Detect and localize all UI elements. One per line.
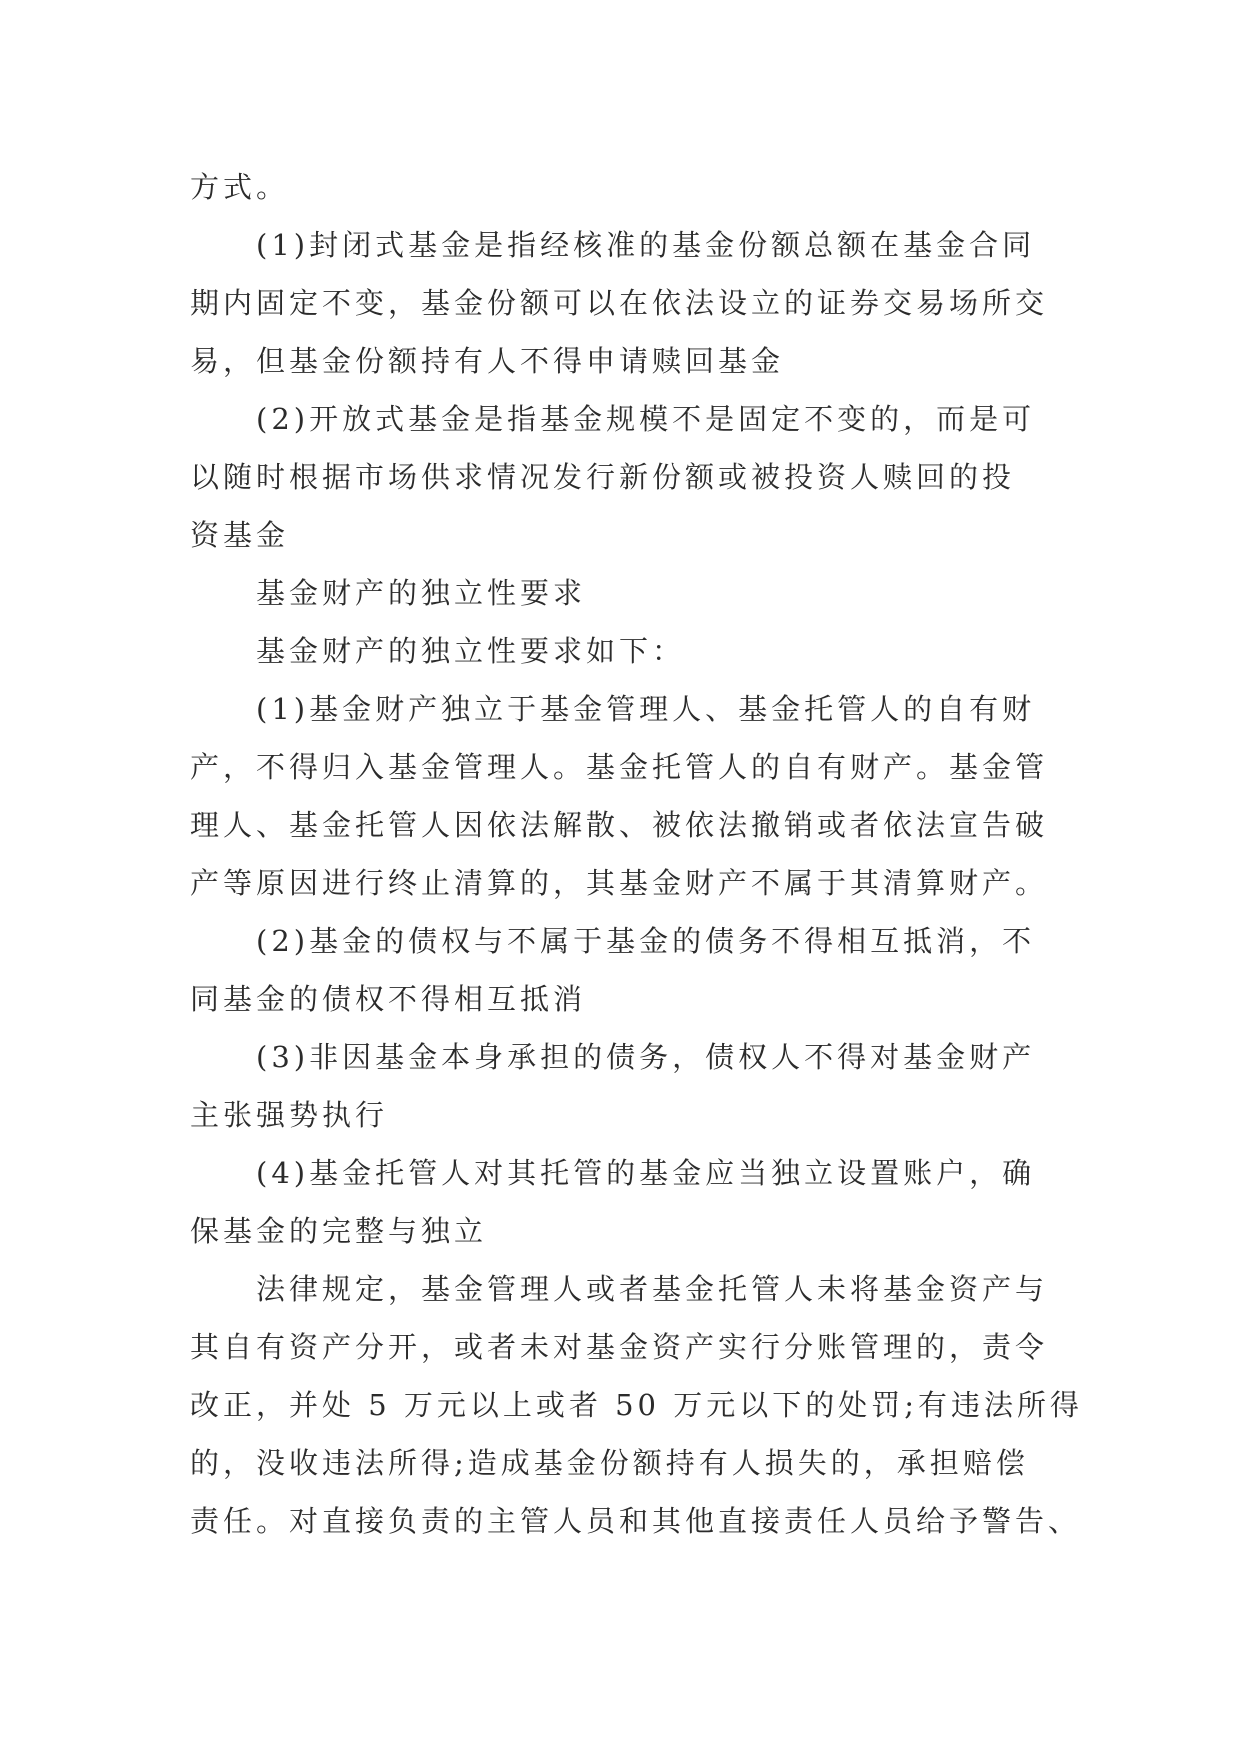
text-line: (2)开放式基金是指基金规模不是固定不变的，而是可: [256, 402, 1036, 436]
text-line: 产等原因进行终止清算的，其基金财产不属于其清算财产。: [190, 866, 1049, 900]
text-line: 理人、基金托管人因依法解散、被依法撤销或者依法宣告破: [190, 808, 1049, 842]
text-line: 法律规定，基金管理人或者基金托管人未将基金资产与: [256, 1272, 1049, 1306]
text-line: 产，不得归入基金管理人。基金托管人的自有财产。基金管: [190, 750, 1049, 784]
text-line: 主张强势执行: [190, 1098, 389, 1132]
text-line: (4)基金托管人对其托管的基金应当独立设置账户，确: [256, 1156, 1036, 1190]
text-line: (3)非因基金本身承担的债务，债权人不得对基金财产: [256, 1040, 1036, 1074]
text-line: 的，没收违法所得;造成基金份额持有人损失的，承担赔偿: [190, 1446, 1029, 1480]
text-line: 同基金的债权不得相互抵消: [190, 982, 587, 1016]
text-line: 资基金: [190, 518, 290, 552]
text-line: 基金财产的独立性要求如下：: [256, 634, 686, 668]
text-line: 以随时根据市场供求情况发行新份额或被投资人赎回的投: [190, 460, 1016, 494]
text-line: 基金财产的独立性要求: [256, 576, 587, 610]
text-line: 期内固定不变，基金份额可以在依法设立的证券交易场所交: [190, 286, 1049, 320]
text-line: 方式。: [190, 170, 290, 204]
text-line: 改正，并处 5 万元以上或者 50 万元以下的处罚;有违法所得: [190, 1388, 1083, 1422]
text-line: 易，但基金份额持有人不得申请赎回基金: [190, 344, 785, 378]
document-body: [190, 158, 1083, 1550]
text-line: (1)封闭式基金是指经核准的基金份额总额在基金合同: [256, 228, 1036, 262]
text-line: (2)基金的债权与不属于基金的债务不得相互抵消，不: [256, 924, 1036, 958]
text-line: (1)基金财产独立于基金管理人、基金托管人的自有财: [256, 692, 1036, 726]
text-line: 其自有资产分开，或者未对基金资产实行分账管理的，责令: [190, 1330, 1049, 1364]
text-line: 保基金的完整与独立: [190, 1214, 488, 1248]
text-line: 责任。对直接负责的主管人员和其他直接责任人员给予警告、: [190, 1504, 1082, 1538]
